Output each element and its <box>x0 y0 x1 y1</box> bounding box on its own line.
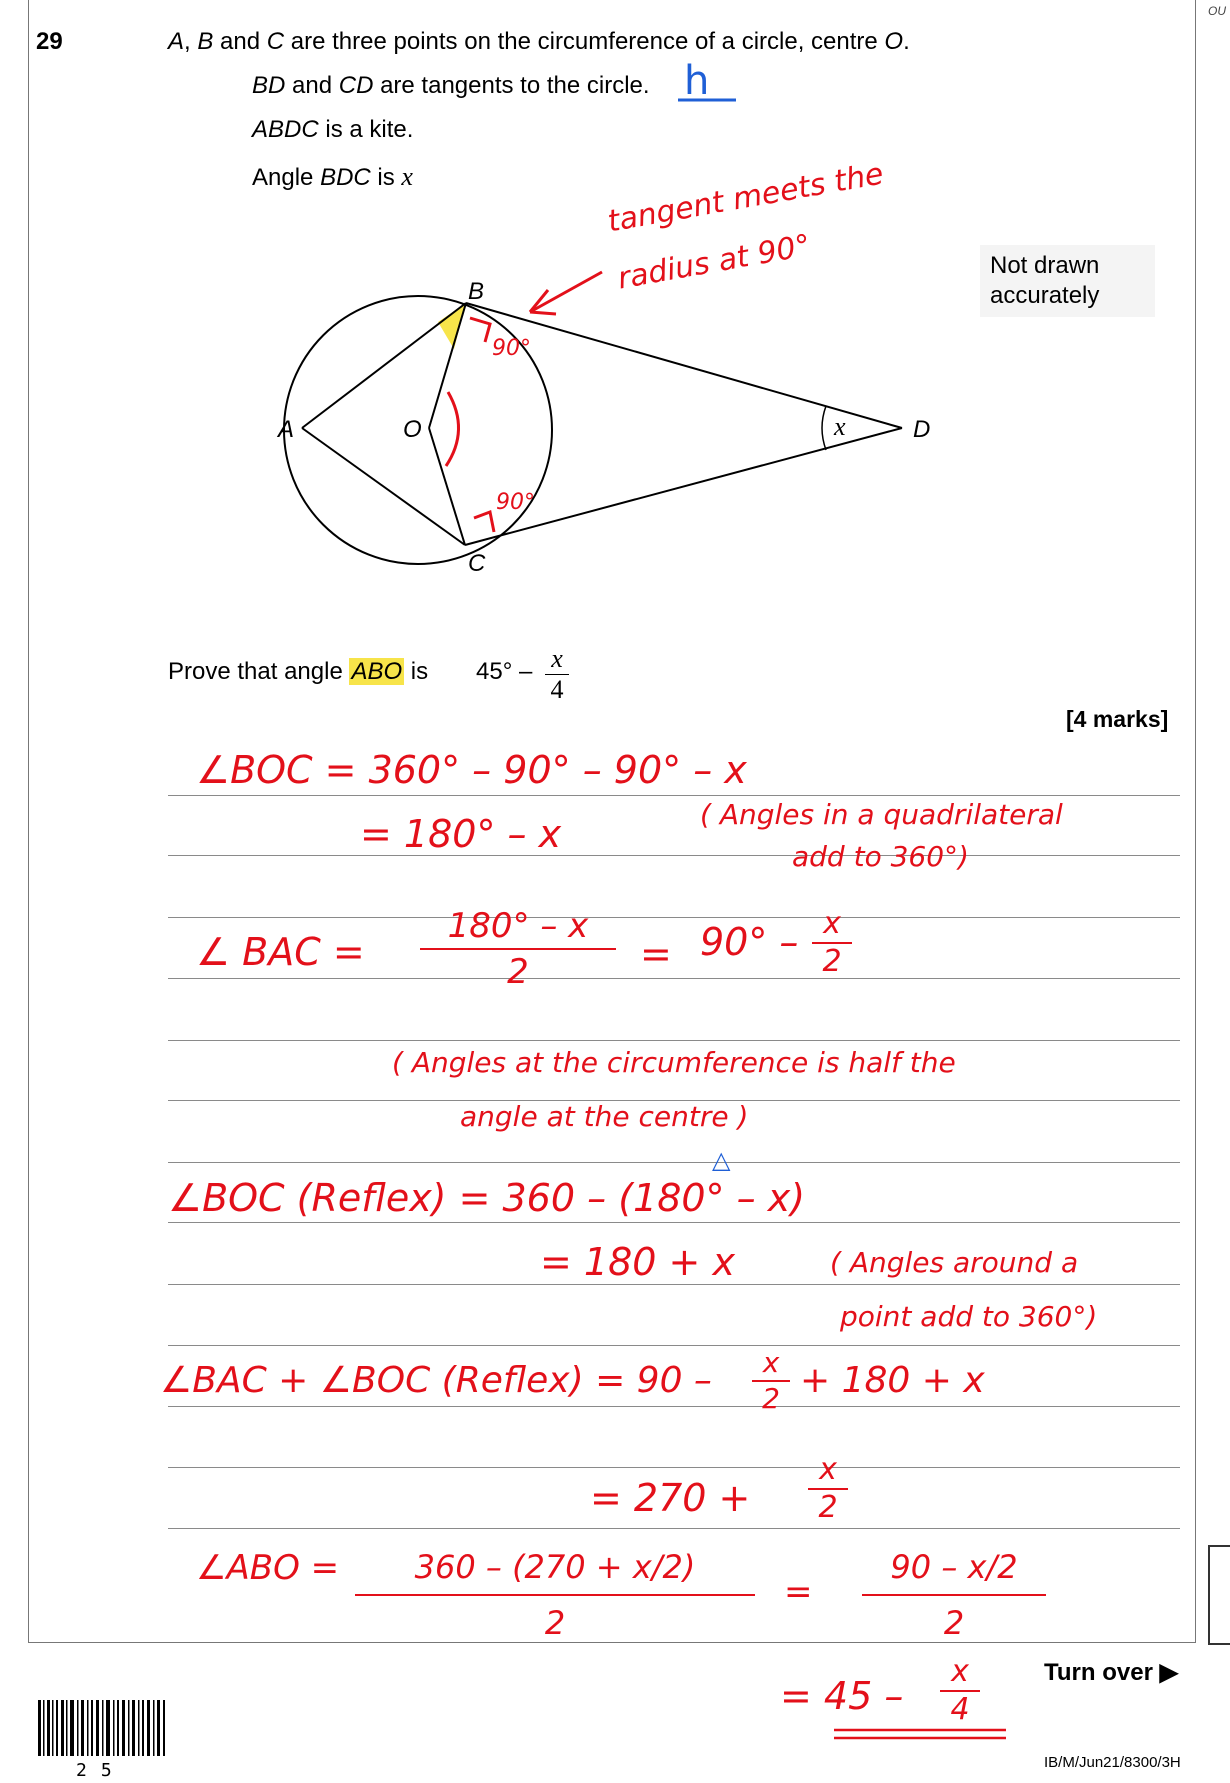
prove-expr: 45° – <box>476 658 533 685</box>
l8-num: x <box>819 1452 837 1487</box>
answer-line <box>168 1222 1180 1223</box>
side-margin-box <box>1208 1545 1230 1645</box>
working-line-5: ∠BOC (Reflex) = 360 – (180° – x) <box>168 1176 806 1220</box>
working-line-7-frac <box>752 1346 790 1416</box>
reason-quadrilateral-2: add to 360°) <box>792 840 969 873</box>
highlight-angle-abo <box>438 303 466 349</box>
label-cd: CD <box>338 72 374 99</box>
prove-statement <box>168 658 428 686</box>
working-line-9-lhs: ∠ABO = <box>196 1548 340 1588</box>
reason-around-point-1: ( Angles around a <box>830 1246 1079 1279</box>
label-b: B <box>197 28 214 55</box>
label-bd: BD <box>252 72 286 99</box>
answer-line <box>168 1528 1180 1529</box>
label-o: O <box>884 28 904 55</box>
sep: , <box>184 28 198 55</box>
answer-line <box>168 1406 1180 1407</box>
reason-circumference-1: ( Angles at the circumference is half the <box>392 1046 956 1079</box>
prove-fraction <box>545 644 569 705</box>
final-answer-underline <box>830 1726 1010 1742</box>
line3-text: is a kite. <box>318 116 414 143</box>
not-drawn-line2: accurately <box>990 282 1100 309</box>
reason-quadrilateral-1: ( Angles in a quadrilateral <box>700 798 1063 831</box>
line4-is: is <box>370 164 402 191</box>
frac-num: x <box>551 644 563 673</box>
answer-line <box>168 1467 1180 1468</box>
working-line-8: = 270 + <box>590 1476 751 1520</box>
working-line-3-eq: = <box>640 932 672 976</box>
l7-num: x <box>762 1346 780 1379</box>
working-line-9-rhs-frac <box>862 1540 1046 1650</box>
angle-x-label: x <box>834 412 846 441</box>
l9-den: 2 <box>355 1594 755 1650</box>
point-b-label: B <box>468 278 485 305</box>
label-abdc: ABDC <box>252 116 319 143</box>
corner-text: OU <box>1208 4 1226 18</box>
working-line-7-lhs: ∠BAC + ∠BOC (Reflex) = 90 – <box>160 1360 712 1401</box>
answer-line <box>168 855 1180 856</box>
working-line-7-rhs: + 180 + x <box>800 1360 985 1401</box>
answer-line <box>168 1284 1180 1285</box>
paper-code: IB/M/Jun21/8300/3H <box>1044 1754 1181 1771</box>
period: . <box>903 28 910 55</box>
and: and <box>213 28 267 55</box>
marks-label: [4 marks] <box>1066 706 1169 732</box>
reason-circumference-2: angle at the centre ) <box>460 1100 749 1133</box>
point-a-label: A <box>278 416 295 443</box>
barcode-number: 25 <box>76 1760 126 1781</box>
barcode-icon <box>38 1700 168 1756</box>
tangent-note-line1: tangent meets the <box>605 156 887 240</box>
prove-pre: Prove that angle <box>168 658 350 685</box>
answer-line <box>168 917 1180 918</box>
working-line-9-frac <box>355 1540 755 1650</box>
annotation-h: h <box>684 58 710 104</box>
line2-text: are tangents to the circle. <box>373 72 650 99</box>
working-line-3-lhs: ∠ BAC = <box>196 930 365 974</box>
working-line-2: = 180° – x <box>360 812 562 856</box>
working-line-6: = 180 + x <box>540 1240 735 1284</box>
blue-triangle-mark: △ <box>712 1146 731 1174</box>
prove-is: is <box>404 658 429 685</box>
line1-text: are three points on the circumference of a circle, centre <box>284 28 885 55</box>
prove-abo: ABO <box>351 658 403 685</box>
and: and <box>285 72 339 99</box>
label-bdc: BDC <box>320 164 371 191</box>
reason-around-point-2: point add to 360°) <box>840 1300 1098 1333</box>
l3-rhs-den: 2 <box>812 942 852 980</box>
working-line-3-rhs-frac <box>812 906 852 980</box>
l7-den: 2 <box>752 1380 790 1416</box>
not-drawn-line1: Not drawn <box>990 252 1100 279</box>
l10-den: 4 <box>940 1690 980 1728</box>
label-x: x <box>401 162 413 191</box>
l3-num: 180° – x <box>447 906 589 946</box>
l9-rden: 2 <box>862 1594 1046 1650</box>
working-line-9-eq: = <box>784 1572 813 1612</box>
answer-line <box>168 1345 1180 1346</box>
label-a: A <box>168 28 185 55</box>
l9-rnum: 90 – x/2 <box>890 1548 1018 1586</box>
frac-den: 4 <box>545 674 569 705</box>
turn-over-label: Turn over ▶ <box>1044 1659 1179 1686</box>
point-o-label: O <box>403 416 422 443</box>
tangent-note-line2: radius at 90° <box>615 228 814 297</box>
l3-den: 2 <box>420 948 616 994</box>
answer-line <box>168 795 1180 796</box>
label-c: C <box>266 28 285 55</box>
working-line-3-frac <box>420 904 616 994</box>
question-number: 29 <box>36 28 63 55</box>
answer-line <box>168 1162 1180 1163</box>
l3-rhs-num: x <box>823 906 841 941</box>
l10-num: x <box>951 1654 969 1689</box>
deg90-bottom: 90° <box>496 490 535 515</box>
circle-diagram <box>0 0 1222 640</box>
line4-pre: Angle <box>252 164 321 191</box>
working-line-10-frac <box>940 1654 980 1728</box>
working-line-10: = 45 – <box>780 1674 904 1718</box>
answer-line <box>168 978 1180 979</box>
l9-num: 360 – (270 + x/2) <box>414 1548 696 1586</box>
point-d-label: D <box>913 416 931 443</box>
answer-line <box>168 1040 1180 1041</box>
working-line-1: ∠BOC = 360° – 90° – 90° – x <box>196 748 747 792</box>
point-c-label: C <box>468 550 486 577</box>
deg90-top: 90° <box>492 336 531 361</box>
working-line-3-rhs: 90° – <box>700 920 799 964</box>
working-line-8-frac <box>808 1452 848 1526</box>
l8-den: 2 <box>808 1488 848 1526</box>
